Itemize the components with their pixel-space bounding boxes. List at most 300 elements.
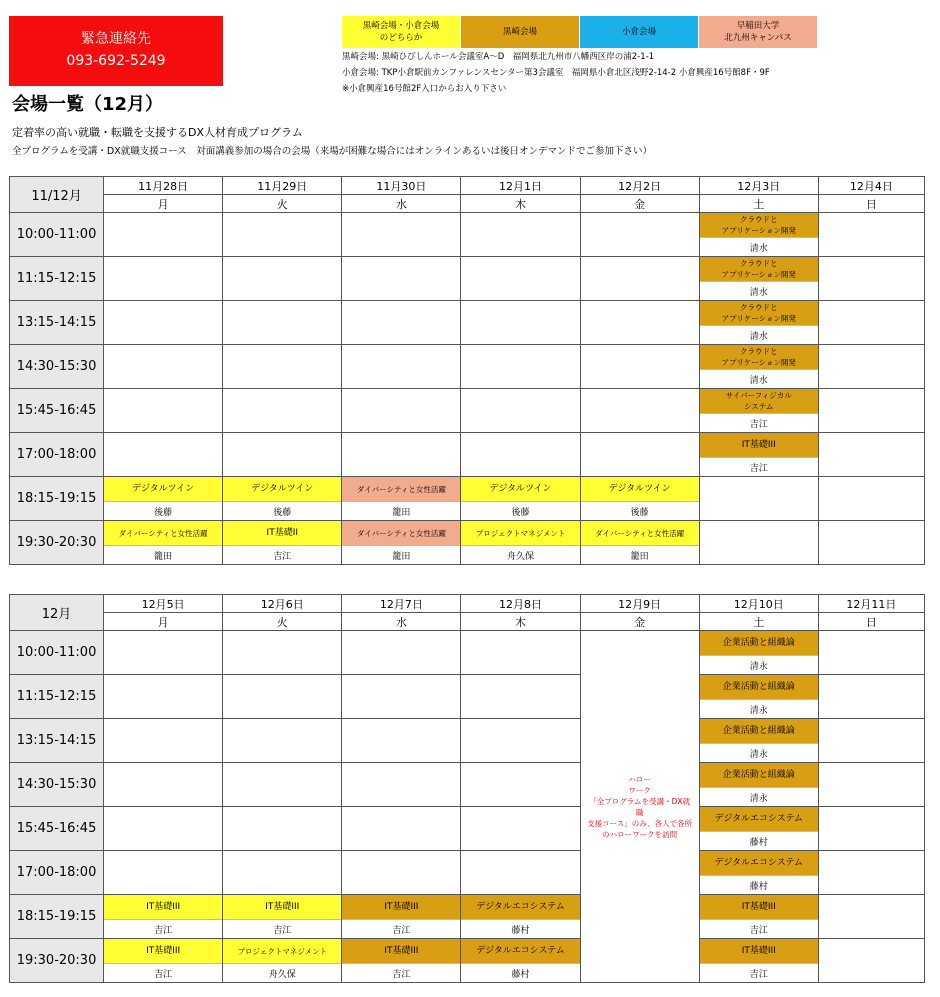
empty-slot [104, 433, 222, 476]
time-slot: 14:30-15:30 [10, 345, 104, 389]
schedule-cell [818, 763, 924, 807]
schedule-cell [699, 345, 818, 389]
month-label: 11/12月 [10, 177, 104, 213]
empty-slot [819, 301, 924, 344]
empty-slot [342, 719, 460, 762]
instructor-name: 清永 [700, 743, 818, 762]
instructor-name: 後藤 [223, 501, 341, 520]
schedule-cell [223, 345, 342, 389]
class-title: デジタルツイン [581, 477, 699, 501]
time-slot: 18:15-19:15 [10, 477, 104, 521]
empty-slot [819, 257, 924, 300]
empty-slot [461, 851, 579, 894]
schedule-cell [104, 631, 223, 675]
schedule-cell [580, 389, 699, 433]
time-slot: 13:15-14:15 [10, 301, 104, 345]
empty-slot [461, 433, 579, 476]
empty-slot [461, 807, 579, 850]
date-header: 12月2日 [580, 177, 699, 195]
date-header: 12月7日 [342, 595, 461, 613]
class-entry [700, 301, 818, 344]
instructor-name: 清永 [700, 787, 818, 806]
schedule-cell [342, 895, 461, 939]
empty-slot [104, 389, 222, 432]
date-header: 12月9日 [580, 595, 699, 613]
schedule-cell [223, 477, 342, 521]
class-entry [581, 521, 699, 564]
schedule-cell [699, 433, 818, 477]
class-entry [700, 763, 818, 806]
program-subtitle: 定着率の高い就職・転職を支援するDX人材育成プログラム [12, 126, 303, 139]
schedule-cell [223, 301, 342, 345]
time-slot: 19:30-20:30 [10, 939, 104, 983]
class-title: デジタルツイン [461, 477, 579, 501]
empty-slot [581, 301, 699, 344]
empty-slot [819, 433, 924, 476]
time-slot: 15:45-16:45 [10, 807, 104, 851]
class-title: サイバーフィジカル システム [700, 389, 818, 413]
instructor-name: 籠田 [342, 501, 460, 520]
class-entry [104, 895, 222, 938]
schedule-cell [580, 521, 699, 565]
instructor-name: 吉江 [223, 545, 341, 564]
schedule-cell [104, 763, 223, 807]
schedule-cell [342, 301, 461, 345]
class-title: クラウドと アプリケーション開発 [700, 257, 818, 281]
schedule-cell [223, 433, 342, 477]
class-title: IT基礎III [104, 939, 222, 963]
schedule-cell [818, 433, 924, 477]
time-slot: 17:00-18:00 [10, 851, 104, 895]
schedule-cell [461, 477, 580, 521]
schedule-cell [104, 257, 223, 301]
class-title: クラウドと アプリケーション開発 [700, 345, 818, 369]
schedule-cell [342, 433, 461, 477]
weekday-header: 火 [223, 613, 342, 631]
course-subtitle: 全プログラムを受講・DX就職支援コース 対面講義参加の場合の会場（来場が困難な場合にはオンラインあるいは後日オンデマンドでご参加下さい） [12, 146, 652, 157]
empty-slot [819, 675, 924, 718]
schedule-cell [342, 631, 461, 675]
class-entry [342, 521, 460, 564]
instructor-name: 籠田 [342, 545, 460, 564]
emergency-phone: 093-692-5249 [66, 53, 166, 69]
schedule-cell [818, 213, 924, 257]
schedule-cell [342, 763, 461, 807]
schedule-cell [461, 257, 580, 301]
class-entry [700, 675, 818, 718]
page-title: 会場一覧（12月） [12, 94, 164, 115]
hellowork-note-cell [580, 631, 699, 983]
class-entry [342, 477, 460, 520]
schedule-cell [699, 213, 818, 257]
hellowork-note: ハロー ワーク 「全プログラムを受講・DX就職 支援コース」のみ、各人で各所 のハローワークを訪問 [587, 774, 693, 839]
schedule-cell [104, 719, 223, 763]
empty-slot [819, 763, 924, 806]
empty-slot [581, 345, 699, 388]
empty-slot [223, 719, 341, 762]
class-entry [104, 477, 222, 520]
schedule-cell [104, 521, 223, 565]
schedule-cell [461, 939, 580, 983]
instructor-name: 吉江 [342, 919, 460, 938]
empty-slot [819, 851, 924, 894]
time-slot: 11:15-12:15 [10, 675, 104, 719]
class-title: 企業活動と組織論 [700, 763, 818, 787]
schedule-cell [342, 389, 461, 433]
schedule-cell [580, 257, 699, 301]
schedule-cell [104, 675, 223, 719]
schedule-cell [699, 807, 818, 851]
empty-slot [223, 851, 341, 894]
instructor-name: 後藤 [581, 501, 699, 520]
schedule-cell [699, 895, 818, 939]
class-title: デジタルエコシステム [461, 939, 579, 963]
weekday-header: 水 [342, 195, 461, 213]
class-entry [700, 345, 818, 388]
schedule-cell [342, 345, 461, 389]
instructor-name: 籠田 [581, 545, 699, 564]
class-entry [342, 895, 460, 938]
schedule-cell [699, 257, 818, 301]
schedule-cell [699, 631, 818, 675]
date-header: 12月6日 [223, 595, 342, 613]
date-header: 11月30日 [342, 177, 461, 195]
venue-info-kurosaki: 黒崎会場: 黒崎ひびしんホール会議室A～D 福岡県北九州市八幡西区岸の浦2-1-1 [342, 52, 655, 62]
weekday-header: 金 [580, 613, 699, 631]
empty-slot [104, 257, 222, 300]
empty-slot [700, 521, 818, 564]
instructor-name: 吉江 [700, 457, 818, 476]
schedule-cell [461, 895, 580, 939]
schedule-cell [342, 851, 461, 895]
instructor-name: 吉江 [700, 413, 818, 432]
instructor-name: 舟久保 [223, 963, 341, 982]
empty-slot [223, 763, 341, 806]
empty-slot [581, 433, 699, 476]
empty-slot [700, 477, 818, 520]
instructor-name: 藤村 [461, 963, 579, 982]
time-slot: 15:45-16:45 [10, 389, 104, 433]
schedule-cell [104, 389, 223, 433]
schedule-cell [461, 213, 580, 257]
schedule-cell [699, 939, 818, 983]
schedule-cell [461, 345, 580, 389]
class-title: IT基礎III [104, 895, 222, 919]
empty-slot [342, 345, 460, 388]
empty-slot [223, 345, 341, 388]
class-title: ダイバーシティと女性活躍 [104, 521, 222, 545]
schedule-cell [818, 521, 924, 565]
schedule-cell [223, 719, 342, 763]
class-entry [700, 719, 818, 762]
class-title: IT基礎III [342, 939, 460, 963]
instructor-name: 藤村 [700, 875, 818, 894]
schedule-cell [223, 851, 342, 895]
time-slot: 14:30-15:30 [10, 763, 104, 807]
class-entry [700, 257, 818, 300]
class-title: ダイバーシティと女性活躍 [342, 521, 460, 545]
class-title: IT基礎III [223, 895, 341, 919]
emergency-contact [9, 16, 223, 86]
empty-slot [223, 213, 341, 256]
class-title: クラウドと アプリケーション開発 [700, 301, 818, 325]
instructor-name: 清永 [700, 655, 818, 674]
schedule-cell [104, 807, 223, 851]
weekday-header: 月 [104, 195, 223, 213]
instructor-name: 清水 [700, 369, 818, 388]
empty-slot [223, 433, 341, 476]
schedule-cell [818, 675, 924, 719]
weekday-header: 土 [699, 613, 818, 631]
schedule-cell [104, 433, 223, 477]
instructor-name: 籠田 [104, 545, 222, 564]
empty-slot [581, 257, 699, 300]
schedule-cell [223, 389, 342, 433]
schedule-cell [818, 807, 924, 851]
schedule-cell [461, 433, 580, 477]
instructor-name: 清水 [700, 281, 818, 300]
empty-slot [819, 521, 924, 564]
empty-slot [819, 631, 924, 674]
empty-slot [104, 763, 222, 806]
schedule-cell [818, 719, 924, 763]
empty-slot [342, 807, 460, 850]
empty-slot [461, 301, 579, 344]
weekday-header: 水 [342, 613, 461, 631]
class-entry [700, 433, 818, 476]
empty-slot [461, 389, 579, 432]
class-title: クラウドと アプリケーション開発 [700, 213, 818, 237]
empty-slot [819, 345, 924, 388]
date-header: 11月28日 [104, 177, 223, 195]
class-entry [461, 895, 579, 938]
schedule-cell [461, 389, 580, 433]
schedule-cell [699, 477, 818, 521]
schedule-cell [580, 433, 699, 477]
schedule-cell [699, 719, 818, 763]
schedule-cell [580, 345, 699, 389]
schedule-cell [342, 521, 461, 565]
class-title: ダイバーシティと女性活躍 [581, 521, 699, 545]
class-title: デジタルエコシステム [461, 895, 579, 919]
instructor-name: 清水 [700, 325, 818, 344]
venue-info-note: ※小倉興産16号館2F入口からお入り下さい [342, 84, 507, 94]
weekday-header: 日 [818, 613, 924, 631]
empty-slot [819, 807, 924, 850]
class-entry [461, 939, 579, 982]
schedule-cell [699, 851, 818, 895]
instructor-name: 舟久保 [461, 545, 579, 564]
date-header: 12月11日 [818, 595, 924, 613]
date-header: 12月10日 [699, 595, 818, 613]
instructor-name: 清水 [700, 237, 818, 256]
empty-slot [581, 213, 699, 256]
empty-slot [461, 675, 579, 718]
schedule-cell [223, 257, 342, 301]
date-header: 12月5日 [104, 595, 223, 613]
class-title: ダイバーシティと女性活躍 [342, 477, 460, 501]
date-header: 12月4日 [818, 177, 924, 195]
schedule-cell [818, 301, 924, 345]
class-entry [104, 939, 222, 982]
empty-slot [223, 807, 341, 850]
empty-slot [461, 631, 579, 674]
time-slot: 10:00-11:00 [10, 631, 104, 675]
empty-slot [342, 631, 460, 674]
schedule-cell [699, 675, 818, 719]
class-title: プロジェクトマネジメント [223, 939, 341, 963]
class-title: デジタルツイン [104, 477, 222, 501]
date-header: 12月3日 [699, 177, 818, 195]
schedule-cell [461, 763, 580, 807]
schedule-table-week1 [9, 176, 925, 565]
class-entry [104, 521, 222, 564]
empty-slot [342, 213, 460, 256]
schedule-cell [699, 521, 818, 565]
schedule-cell [818, 851, 924, 895]
time-slot: 13:15-14:15 [10, 719, 104, 763]
schedule-table-week2 [9, 594, 925, 983]
empty-slot [342, 675, 460, 718]
class-entry [700, 389, 818, 432]
empty-slot [461, 763, 579, 806]
schedule-cell [223, 213, 342, 257]
empty-slot [581, 389, 699, 432]
class-title: 企業活動と組織論 [700, 675, 818, 699]
legend-item: 早稲田大学 北九州キャンパス [699, 16, 817, 48]
class-entry [223, 477, 341, 520]
empty-slot [223, 631, 341, 674]
empty-slot [223, 257, 341, 300]
instructor-name: 後藤 [104, 501, 222, 520]
empty-slot [819, 939, 924, 982]
time-slot: 19:30-20:30 [10, 521, 104, 565]
instructor-name: 吉江 [342, 963, 460, 982]
empty-slot [104, 301, 222, 344]
time-slot: 17:00-18:00 [10, 433, 104, 477]
schedule-cell [223, 675, 342, 719]
class-entry [700, 939, 818, 982]
emergency-label: 緊急連絡先 [81, 31, 151, 47]
instructor-name: 藤村 [461, 919, 579, 938]
class-title: デジタルツイン [223, 477, 341, 501]
class-entry [700, 895, 818, 938]
schedule-cell [461, 851, 580, 895]
empty-slot [104, 345, 222, 388]
schedule-cell [342, 807, 461, 851]
empty-slot [461, 719, 579, 762]
time-slot: 11:15-12:15 [10, 257, 104, 301]
empty-slot [342, 763, 460, 806]
class-entry [223, 895, 341, 938]
empty-slot [461, 213, 579, 256]
empty-slot [223, 301, 341, 344]
instructor-name: 吉江 [700, 919, 818, 938]
schedule-cell [818, 895, 924, 939]
class-title: IT基礎III [700, 939, 818, 963]
schedule-cell [104, 477, 223, 521]
schedule-cell [223, 763, 342, 807]
class-entry [700, 213, 818, 256]
class-title: プロジェクトマネジメント [461, 521, 579, 545]
class-title: IT基礎II [223, 521, 341, 545]
schedule-cell [699, 389, 818, 433]
schedule-cell [223, 631, 342, 675]
class-title: IT基礎III [700, 895, 818, 919]
empty-slot [342, 257, 460, 300]
instructor-name: 吉江 [700, 963, 818, 982]
date-header: 12月8日 [461, 595, 580, 613]
class-entry [223, 521, 341, 564]
weekday-header: 土 [699, 195, 818, 213]
weekday-header: 日 [818, 195, 924, 213]
schedule-cell [223, 521, 342, 565]
instructor-name: 清永 [700, 699, 818, 718]
class-title: IT基礎III [342, 895, 460, 919]
schedule-cell [818, 631, 924, 675]
instructor-name: 吉江 [223, 919, 341, 938]
class-title: デジタルエコシステム [700, 807, 818, 831]
instructor-name: 藤村 [700, 831, 818, 850]
schedule-cell [104, 895, 223, 939]
instructor-name: 吉江 [104, 919, 222, 938]
schedule-cell [461, 675, 580, 719]
class-title: 企業活動と組織論 [700, 631, 818, 655]
schedule-cell [342, 939, 461, 983]
legend-item: 小倉会場 [580, 16, 698, 48]
schedule-cell [342, 675, 461, 719]
class-title: IT基礎III [700, 433, 818, 457]
schedule-cell [104, 851, 223, 895]
schedule-cell [818, 389, 924, 433]
schedule-cell [699, 763, 818, 807]
weekday-header: 月 [104, 613, 223, 631]
class-title: 企業活動と組織論 [700, 719, 818, 743]
instructor-name: 吉江 [104, 963, 222, 982]
weekday-header: 金 [580, 195, 699, 213]
empty-slot [819, 389, 924, 432]
empty-slot [104, 719, 222, 762]
schedule-cell [699, 301, 818, 345]
empty-slot [819, 719, 924, 762]
month-label: 12月 [10, 595, 104, 631]
empty-slot [819, 895, 924, 938]
empty-slot [104, 851, 222, 894]
empty-slot [461, 345, 579, 388]
class-entry [581, 477, 699, 520]
schedule-cell [104, 939, 223, 983]
class-entry [700, 851, 818, 894]
schedule-cell [342, 213, 461, 257]
empty-slot [342, 433, 460, 476]
schedule-cell [223, 939, 342, 983]
empty-slot [104, 675, 222, 718]
empty-slot [819, 477, 924, 520]
schedule-cell [104, 213, 223, 257]
schedule-cell [104, 345, 223, 389]
date-header: 12月1日 [461, 177, 580, 195]
schedule-cell [580, 301, 699, 345]
schedule-cell [580, 213, 699, 257]
empty-slot [461, 257, 579, 300]
schedule-cell [342, 477, 461, 521]
legend-item: 黒崎会場・小倉会場 のどちらか [342, 16, 460, 48]
schedule-cell [461, 631, 580, 675]
empty-slot [342, 851, 460, 894]
time-slot: 10:00-11:00 [10, 213, 104, 257]
legend-item: 黒崎会場 [461, 16, 579, 48]
instructor-name: 後藤 [461, 501, 579, 520]
